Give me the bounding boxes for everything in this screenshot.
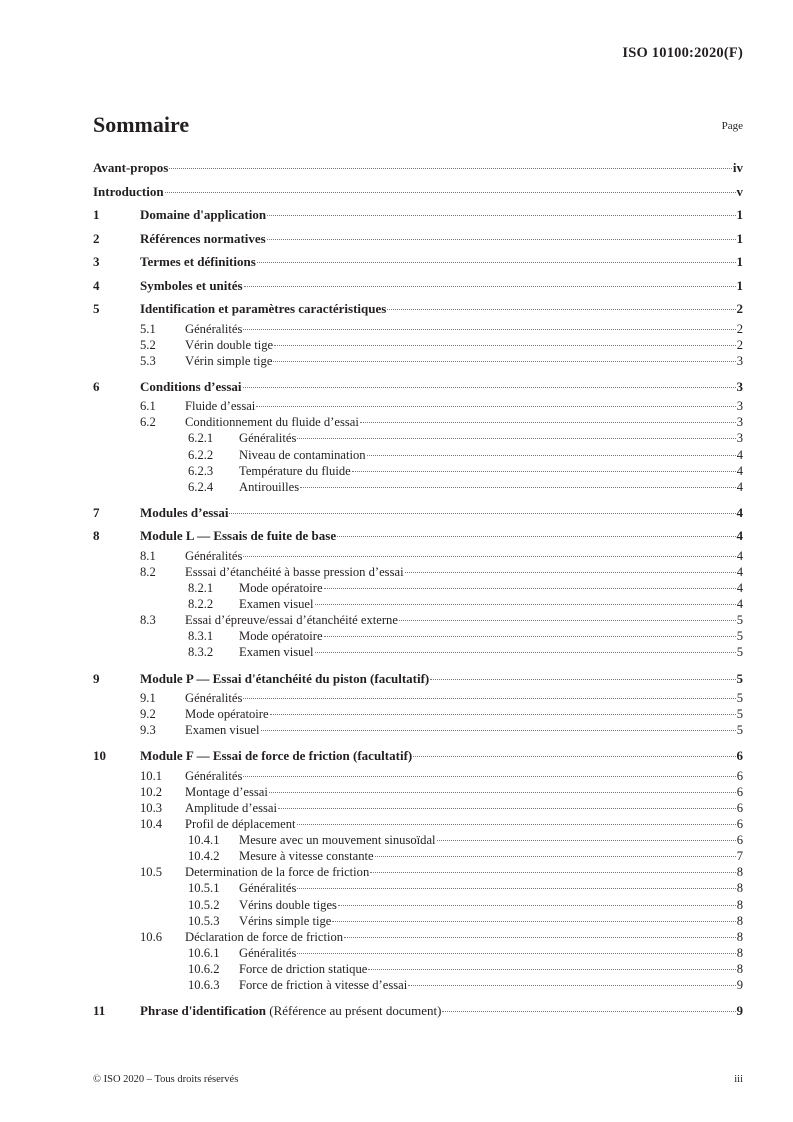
dotted-leader [375,856,736,857]
toc-entry-page: 8 [736,929,743,944]
toc-entry[interactable] [93,816,743,832]
toc-entry-label[interactable] [185,706,269,722]
toc-entry-number: 10.6.3 [188,978,220,992]
toc-entry-title: Température du fluide [239,463,351,478]
toc-entry-title: Antirouilles [239,479,300,494]
dotted-leader [297,824,736,825]
toc-entry-label[interactable] [239,463,351,479]
toc-entry-label[interactable] [93,156,168,180]
toc-entry-number: 8 [93,528,100,544]
toc-entry-page: 6 [736,833,743,848]
toc-entry-number: 8.3.2 [188,645,214,660]
toc-entry-title: Module F — Essai de force de friction (facultatif) [140,748,413,764]
toc-entry-label[interactable] [140,524,336,548]
toc-entry-number: 6.2.1 [188,431,214,446]
dotted-leader [442,1011,735,1012]
dotted-leader [405,572,736,573]
toc-entry-title: Références normatives [140,230,266,246]
toc-entry[interactable] [93,977,743,993]
toc-entry-title: Avant-propos [93,160,169,175]
toc-entry[interactable] [93,337,743,353]
toc-entry-page: 8 [736,865,743,880]
toc-entry[interactable] [93,479,743,495]
toc-entry[interactable] [93,667,743,691]
dotted-leader [273,361,735,362]
dotted-leader [165,192,736,193]
toc-entry-label[interactable] [140,203,266,227]
toc-entry-title: Vérins double tiges [239,897,337,912]
toc-entry-title: Examen visuel [185,723,260,738]
toc-entry-title: Vérins simple tige [239,913,332,928]
toc-entry-title: Fluide d’essai [185,399,256,414]
toc-entry-label[interactable] [185,690,242,706]
toc-entry-title: Mode opératoire [239,581,323,596]
toc-entry-number: 7 [93,504,100,520]
toc-entry-title: Généralités [185,768,243,783]
toc-entry-title: Généralités [239,881,297,896]
toc-entry[interactable] [93,596,743,612]
toc-entry-label[interactable] [185,353,272,369]
toc-entry[interactable] [93,690,743,706]
toc-entry-number: 8.3.1 [188,629,214,644]
toc-entry-title: Introduction [93,183,164,199]
toc-entry-page: 3 [736,415,743,430]
toc-entry-label[interactable] [140,375,242,399]
toc-entry-label[interactable] [185,612,398,628]
toc-entry-title: Généralités [185,321,243,336]
toc-entry-title: Esssai d’étanchéité à basse pression d’essai [185,564,404,579]
dotted-leader [169,168,732,169]
toc-entry[interactable] [93,501,743,525]
toc-entry[interactable] [93,848,743,864]
toc-entry-label[interactable] [185,564,404,580]
toc-entry-page: 3 [736,378,743,394]
toc-entry[interactable] [93,414,743,430]
toc-entry-label[interactable] [239,961,367,977]
toc-entry-page: 4 [736,528,743,544]
toc-entry[interactable] [93,564,743,580]
toc-entry-number: 6.2.4 [188,479,214,494]
toc-entry-title: Vérin double tige [185,337,274,352]
toc-entry-page: 6 [736,748,743,764]
dotted-leader [244,286,736,287]
toc-entry-title: Force de friction à vitesse d’essai [239,978,408,992]
toc-entry-page: 2 [736,301,743,316]
toc-entry-number: 10.5.2 [188,897,220,912]
dotted-leader [269,792,736,793]
toc-entry-title: Niveau de contamination [239,447,366,462]
toc-entry-title: Module L — Essais de fuite de base [140,528,337,544]
page-number: iii [734,1074,743,1085]
toc-entry-title: Domaine d'application [140,207,267,222]
toc-entry-number: 3 [93,254,100,269]
toc-entry[interactable] [93,375,743,399]
dotted-leader [413,756,735,757]
toc-entry-label[interactable] [239,479,299,495]
toc-entry-page: 8 [736,945,743,960]
dotted-leader [297,888,735,889]
toc-entry[interactable] [93,321,743,337]
dotted-leader [267,215,735,216]
toc-entry[interactable] [93,227,743,251]
toc-entry-title: Termes et définitions [140,254,256,269]
toc-entry-number: 10.6 [140,929,163,944]
toc-entry-number: 8.1 [140,548,156,563]
dotted-leader [370,872,735,873]
toc-entry-number: 5 [93,301,100,316]
toc-entry[interactable] [93,929,743,945]
toc-entry-page: 9 [736,1003,743,1019]
dotted-leader [274,345,736,346]
toc-entry-page: 4 [736,463,743,478]
dotted-leader [243,698,735,699]
toc-entry-label[interactable] [140,297,386,321]
toc-entry[interactable] [93,524,743,548]
toc-entry-title: Mode opératoire [239,629,323,644]
toc-entry[interactable] [93,897,743,913]
toc-entry-number: 6 [93,378,100,394]
toc-entry[interactable] [93,880,743,896]
toc-entry-label[interactable] [185,337,273,353]
page-title: Sommaire [93,112,190,137]
toc-entry-number: 10.4 [140,817,163,832]
toc-entry-title: Conditions d’essai [140,378,242,394]
toc-entry[interactable] [93,612,743,628]
toc-entry-label[interactable] [239,897,337,913]
toc-entry-label[interactable] [239,644,314,660]
toc-entry-label[interactable] [140,274,243,298]
toc-entry-page: 4 [736,597,743,612]
dotted-leader [315,604,736,605]
toc-entry[interactable] [93,784,743,800]
toc-entry-number: 6.1 [140,399,156,414]
dotted-leader [243,556,735,557]
dotted-leader [270,714,736,715]
toc-entry[interactable] [93,180,743,204]
toc-entry-title: Amplitude d’essai [185,800,277,815]
toc-entry-title: Module P — Essai d'étanchéité du piston (facultatif) [140,670,430,686]
toc-entry-title: Vérin simple tige [185,353,273,368]
toc-entry-page: 3 [736,399,743,414]
toc-entry-title: Force de driction statique [239,961,368,976]
toc-entry-number: 9.2 [140,707,156,722]
dotted-leader [229,513,735,514]
toc-entry-label[interactable] [185,548,242,564]
toc-entry-page: 7 [736,849,743,864]
toc-entry[interactable] [93,548,743,564]
toc-entry-page: 5 [736,723,743,738]
toc-entry-page: 5 [736,670,743,686]
toc-entry-label[interactable] [185,800,277,816]
toc-entry-page: v [736,183,743,199]
toc-entry[interactable] [93,744,743,768]
toc-entry-suffix: (Référence au présent document) [266,1003,442,1019]
toc-entry[interactable] [93,999,743,1023]
toc-entry-label[interactable] [239,430,296,446]
toc-entry-label[interactable] [239,945,296,961]
toc-entry-label[interactable] [185,929,343,945]
toc-entry-title: Conditionnement du fluide d’essai [185,415,359,430]
toc-entry[interactable] [93,447,743,463]
toc-entry-number: 10.5.3 [188,913,220,928]
toc-entry-title: Généralités [185,691,243,705]
toc-entry-number: 10.2 [140,784,163,799]
dotted-leader [257,262,736,263]
toc-entry-label[interactable] [185,864,369,880]
toc-entry[interactable] [93,722,743,738]
toc-entry-number: 1 [93,207,100,222]
toc-entry[interactable] [93,913,743,929]
toc-entry-page: 1 [736,207,743,222]
toc-entry-number: 6.2.2 [188,447,214,462]
dotted-leader [332,921,735,922]
dotted-leader [399,620,736,621]
dotted-leader [300,487,736,488]
toc-entry-title: Determination de la force de friction [185,865,370,880]
toc-entry-label[interactable] [140,227,266,251]
toc-entry-page: 8 [736,881,743,896]
toc-entry-label[interactable] [185,768,242,784]
toc-entry[interactable] [93,353,743,369]
toc-entry-label[interactable] [140,250,256,274]
toc-entry-label[interactable] [239,977,407,993]
toc-entry[interactable] [93,706,743,722]
toc-entry[interactable] [93,430,743,446]
toc-entry-number: 5.3 [140,353,156,368]
toc-entry-label[interactable] [239,580,323,596]
toc-entry-label[interactable] [185,321,242,337]
toc-entry-page: 3 [736,353,743,368]
toc-entry-number: 11 [93,1003,106,1019]
toc-entry[interactable] [93,800,743,816]
toc-entry-label[interactable] [185,816,296,832]
dotted-leader [344,937,736,938]
toc-entry-page: 6 [736,768,743,783]
dotted-leader [338,905,736,906]
dotted-leader [367,455,736,456]
toc-entry-page: iv [732,160,743,175]
toc-entry-title: Identification et paramètres caractéristiques [140,301,387,316]
toc-entry[interactable] [93,203,743,227]
toc-entry[interactable] [93,768,743,784]
toc-entry-number: 10.6.2 [188,961,220,976]
toc-entry-number: 8.2.2 [188,597,214,612]
toc-entry-number: 6.2.3 [188,463,214,478]
dotted-leader [430,679,735,680]
toc-entry-number: 5.1 [140,321,156,336]
toc-entry-page: 4 [736,447,743,462]
toc-entry-page: 6 [736,817,743,832]
toc-entry-number: 9 [93,670,100,686]
toc-entry-label[interactable] [239,848,374,864]
toc-entry[interactable] [93,274,743,298]
toc-entry-label[interactable] [140,667,429,691]
toc-entry-number: 9.3 [140,723,156,738]
toc-entry-label[interactable] [140,744,412,768]
copyright-footer: © ISO 2020 – Tous droits réservés [93,1074,239,1085]
dotted-leader [243,387,736,388]
toc-entry-number: 10.6.1 [188,945,220,960]
toc-entry-label[interactable] [185,722,260,738]
toc-entry[interactable] [93,961,743,977]
toc-entry-title: Montage d’essai [185,784,268,799]
toc-entry-page: 2 [736,337,743,352]
toc-entry-page: 4 [736,581,743,596]
toc-entry-page: 5 [736,707,743,722]
dotted-leader [352,471,736,472]
toc-entry-number: 10.1 [140,768,163,783]
toc-entry-page: 5 [736,613,743,628]
toc-entry[interactable] [93,945,743,961]
toc-entry-number: 9.1 [140,691,156,705]
toc-entry-label[interactable] [239,628,323,644]
toc-entry-page: 5 [736,645,743,660]
toc-entry-label[interactable] [140,501,228,525]
toc-entry-title: Généralités [239,431,297,446]
toc-entry-page: 8 [736,897,743,912]
toc-entry-title: Essai d’épreuve/essai d’étanchéité externe [185,613,398,628]
toc-entry-number: 10.5 [140,865,163,880]
toc-entry-label[interactable] [140,999,441,1023]
toc-entry-page: 1 [736,277,743,293]
toc-entry-number: 10 [93,748,106,764]
toc-entry-label[interactable] [185,398,255,414]
toc-entry-page: 4 [736,504,743,520]
dotted-leader [278,808,736,809]
toc-entry[interactable] [93,644,743,660]
toc-entry-page: 5 [736,691,743,705]
toc-entry-page: 4 [736,479,743,494]
toc-entry-number: 8.2 [140,564,156,579]
toc-entry-title: Déclaration de force de friction [185,929,344,944]
dotted-leader [324,636,736,637]
toc-entry[interactable] [93,156,743,180]
toc-entry-title: Symboles et unités [140,277,243,293]
dotted-leader [437,840,736,841]
toc-entry-label[interactable] [239,832,436,848]
dotted-leader [360,422,736,423]
toc-entry-label[interactable] [239,596,314,612]
dotted-leader [297,953,735,954]
dotted-leader [324,588,736,589]
dotted-leader [315,652,736,653]
toc-entry-page: 8 [736,913,743,928]
toc-entry-number: 5.2 [140,337,156,352]
toc-entry-title: Généralités [239,945,297,960]
toc-entry-number: 10.4.1 [188,833,220,848]
toc-entry-title: Généralités [185,548,243,563]
toc-entry-page: 4 [736,548,743,563]
toc-entry-title: Phrase d'identification [140,1003,267,1019]
dotted-leader [261,730,736,731]
toc-entry-title: Mesure avec un mouvement sinusoïdal [239,833,436,848]
dotted-leader [408,985,735,986]
document-code: ISO 10100:2020(F) [622,45,743,61]
dotted-leader [256,406,735,407]
toc-entry-page: 2 [736,321,743,336]
toc-entry-page: 3 [736,431,743,446]
dotted-leader [387,309,735,310]
toc-entry-number: 4 [93,277,100,293]
toc-entry-label[interactable] [239,447,366,463]
toc-entry-label[interactable] [239,880,296,896]
dotted-leader [368,969,735,970]
toc-entry-label[interactable] [93,180,164,204]
toc-entry-page: 8 [736,961,743,976]
toc-entry-number: 8.3 [140,613,156,628]
toc-entry-number: 8.2.1 [188,581,214,596]
toc-entry-number: 6.2 [140,415,156,430]
toc-entry-number: 10.4.2 [188,849,220,864]
toc-entry-title: Modules d’essai [140,504,229,520]
toc-entry-label[interactable] [185,784,268,800]
toc-entry-title: Profil de déplacement [185,817,296,832]
toc-entry[interactable] [93,398,743,414]
toc-entry[interactable] [93,580,743,596]
toc-entry-page: 6 [736,800,743,815]
toc-entry-label[interactable] [239,913,331,929]
toc-entry-number: 10.3 [140,800,163,815]
page-column-label: Page [721,120,743,132]
toc-entry-page: 1 [736,254,743,269]
toc-entry[interactable] [93,250,743,274]
dotted-leader [243,329,735,330]
toc-entry[interactable] [93,463,743,479]
dotted-leader [337,536,735,537]
toc-entry-title: Mesure à vitesse constante [239,849,374,864]
toc-entry-page: 5 [736,629,743,644]
toc-entry-number: 2 [93,230,100,246]
toc-entry[interactable] [93,628,743,644]
toc-entry-page: 9 [736,978,743,992]
dotted-leader [267,239,736,240]
toc-entry-page: 6 [736,784,743,799]
toc-entry[interactable] [93,864,743,880]
toc-entry[interactable] [93,832,743,848]
toc-entry-number: 10.5.1 [188,881,220,896]
toc-entry-title: Examen visuel [239,645,314,660]
toc-entry-page: 1 [736,230,743,246]
toc-entry-title: Mode opératoire [185,707,269,722]
toc-entry-label[interactable] [185,414,359,430]
dotted-leader [243,776,735,777]
toc-entry-title: Examen visuel [239,597,314,612]
toc-entry-page: 4 [736,564,743,579]
table-of-contents [93,156,743,1023]
toc-entry[interactable] [93,297,743,321]
dotted-leader [297,438,735,439]
